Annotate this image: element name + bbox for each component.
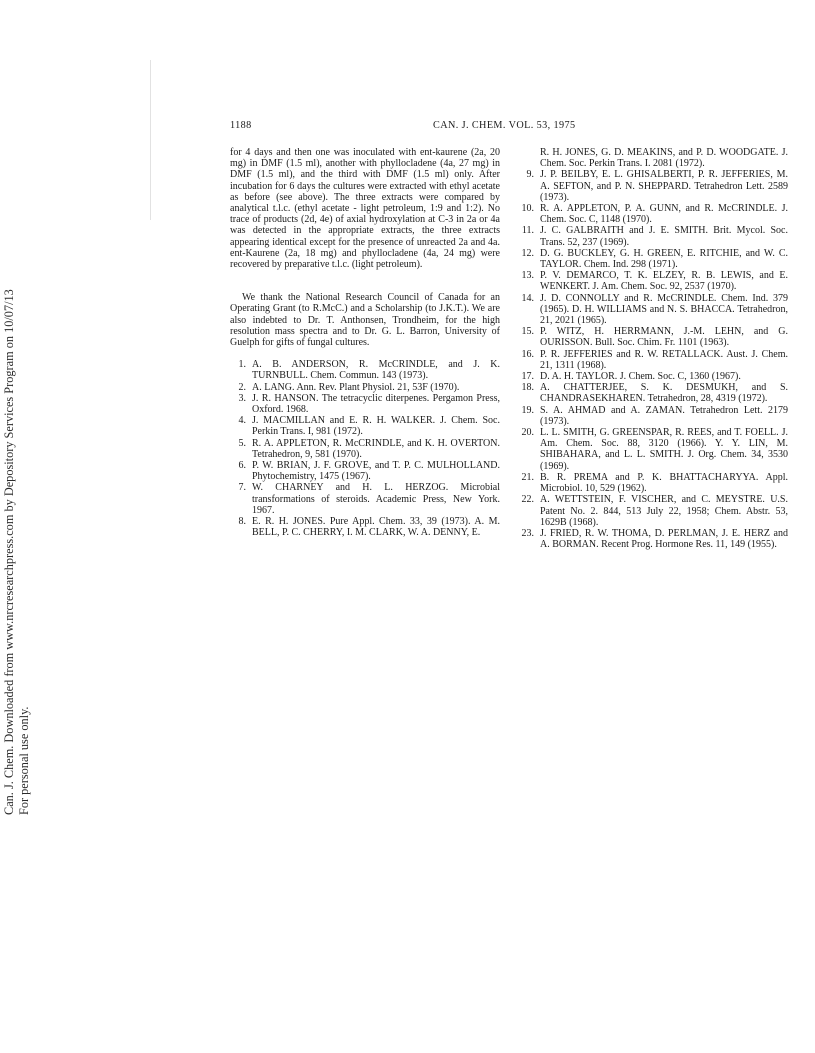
acknowledgement-paragraph: We thank the National Research Council of Canada for an Operating Grant (to R.McC.) and a Scholarship (to J.K.T.). We are also indebted to Dr. T. Anthonsen, Trondheim, for the high resolution mass spectra and to Dr. G. L. Barron, University of Guelph for gifts of fungal cultures.: [230, 292, 500, 349]
reference-text: J. MACMILLAN and E. R. H. WALKER. J. Chem. Soc. Perkin Trans. I, 981 (1972).: [252, 415, 500, 438]
reference-number: 17.: [521, 371, 534, 383]
reference-item: [230, 438, 500, 460]
reference-item: [518, 494, 788, 528]
reference-item: [230, 482, 500, 516]
reference-item: [230, 415, 500, 437]
reference-continuation: R. H. JONES, G. D. MEAKINS, and P. D. WOODGATE. J. Chem. Soc. Perkin Trans. I. 2081 (1972).: [540, 147, 788, 170]
reference-number: 10.: [521, 203, 534, 215]
reference-number: 3.: [238, 392, 246, 404]
reference-list-right: [518, 169, 788, 550]
reference-number: 14.: [521, 292, 534, 304]
reference-number: 9.: [526, 169, 534, 181]
reference-text: W. CHARNEY and H. L. HERZOG. Microbial transformations of steroids. Academic Press, New York. 1967.: [252, 482, 500, 516]
reference-text: S. A. AHMAD and A. ZAMAN. Tetrahedron Lett. 2179 (1973).: [540, 404, 788, 427]
reference-text: J. R. HANSON. The tetracyclic diterpenes. Pergamon Press, Oxford. 1968.: [252, 392, 500, 416]
reference-text: J. C. GALBRAITH and J. E. SMITH. Brit. Mycol. Soc. Trans. 52, 237 (1969).: [540, 225, 788, 248]
reference-number: 7.: [238, 482, 246, 494]
reference-text: A. LANG. Ann. Rev. Plant Physiol. 21, 53F (1970).: [252, 381, 460, 393]
reference-item: [518, 472, 788, 494]
reference-text: P. R. JEFFERIES and R. W. RETALLACK. Aust. J. Chem. 21, 1311 (1968).: [540, 348, 788, 371]
reference-number: 19.: [521, 404, 534, 416]
reference-number: 13.: [521, 270, 534, 282]
reference-number: 2.: [238, 381, 246, 393]
reference-text: A. B. ANDERSON, R. McCRINDLE, and J. K. TURNBULL. Chem. Commun. 143 (1973).: [252, 359, 500, 382]
reference-text: L. L. SMITH, G. GREENSPAR, R. REES, and T. FOELL. J. Am. Chem. Soc. 88, 3120 (1966). Y. Y. LIN, M. SHIBAHARA, and L. L. SMITH. J. Org. Chem. 34, 3530 (1969).: [540, 427, 788, 472]
reference-number: 21.: [521, 471, 534, 483]
reference-item: [518, 349, 788, 371]
reference-item: [518, 382, 788, 404]
reference-text: J. P. BEILBY, E. L. GHISALBERTI, P. R. JEFFERIES, M. A. SEFTON, and P. N. SHEPPARD. Tetrahedron Lett. 2589 (1973).: [540, 169, 788, 203]
reference-text: B. R. PREMA and P. K. BHATTACHARYYA. Appl. Microbiol. 10, 529 (1962).: [540, 471, 788, 495]
reference-text: P. V. DEMARCO, T. K. ELZEY, R. B. LEWIS, and E. WENKERT. J. Am. Chem. Soc. 92, 2537 (1970).: [540, 270, 788, 293]
reference-text: A. CHATTERJEE, S. K. DESMUKH, and S. CHANDRASEKHAREN. Tetrahedron, 28, 4319 (1972).: [540, 382, 788, 405]
reference-text: D. A. H. TAYLOR. J. Chem. Soc. C, 1360 (1967).: [540, 371, 741, 383]
reference-number: 18.: [521, 382, 534, 394]
reference-text: R. A. APPLETON, P. A. GUNN, and R. McCRINDLE. J. Chem. Soc. C, 1148 (1970).: [540, 203, 788, 226]
reference-number: 22.: [521, 494, 534, 506]
reference-number: 23.: [521, 527, 534, 539]
reference-item: [518, 270, 788, 292]
reference-item: [230, 359, 500, 381]
reference-text: R. A. APPLETON, R. McCRINDLE, and K. H. OVERTON. Tetrahedron, 9, 581 (1970).: [252, 437, 500, 460]
reference-item: [230, 460, 500, 482]
reference-item: [518, 225, 788, 247]
scan-edge-line: [150, 60, 151, 220]
journal-citation: CAN. J. CHEM. VOL. 53, 1975: [433, 120, 576, 131]
reference-item: [518, 528, 788, 550]
running-header: [230, 120, 786, 134]
reference-list-left: [230, 359, 500, 538]
reference-number: 16.: [521, 348, 534, 360]
reference-item: [230, 382, 500, 393]
reference-item: [518, 427, 788, 472]
reference-item: [518, 405, 788, 427]
reference-text: A. WETTSTEIN, F. VISCHER, and C. MEYSTRE. U.S. Patent No. 2. 844, 513 July 22, 1958; Chem. Abstr. 53, 1629B (1968).: [540, 494, 788, 528]
reference-item: [518, 326, 788, 348]
reference-item: [518, 169, 788, 203]
reference-number: 5.: [238, 437, 246, 449]
reference-text: D. G. BUCKLEY, G. H. GREEN, E. RITCHIE, and W. C. TAYLOR. Chem. Ind. 298 (1971).: [540, 247, 788, 271]
left-column: [230, 147, 500, 539]
right-column: [518, 147, 788, 550]
reference-item: [230, 393, 500, 415]
reference-text: J. FRIED, R. W. THOMA, D. PERLMAN, J. E. HERZ and A. BORMAN. Recent Prog. Hormone Res. 11, 149 (1955).: [540, 527, 788, 551]
reference-number: 12.: [521, 247, 534, 259]
reference-item: [518, 248, 788, 270]
reference-number: 20.: [521, 427, 534, 439]
reference-number: 11.: [521, 225, 534, 237]
page-number: 1188: [230, 120, 252, 131]
reference-number: 6.: [238, 460, 246, 472]
reference-text: P. WITZ, H. HERRMANN, J.-M. LEHN, and G. OURISSON. Bull. Soc. Chim. Fr. 1101 (1963).: [540, 326, 788, 349]
reference-text: E. R. H. JONES. Pure Appl. Chem. 33, 39 (1973). A. M. BELL, P. C. CHERRY, I. M. CLARK, W. A. DENNY, E.: [252, 516, 500, 539]
reference-item: [518, 371, 788, 382]
reference-item: [518, 203, 788, 225]
reference-number: 1.: [238, 359, 246, 371]
reference-item: [230, 516, 500, 538]
reference-item: [518, 293, 788, 327]
reference-number: 4.: [238, 415, 246, 427]
reference-text: J. D. CONNOLLY and R. McCRINDLE. Chem. Ind. 379 (1965). D. H. WILLIAMS and N. S. BHACCA. Tetrahedron, 21, 2021 (1965).: [540, 292, 788, 327]
reference-text: P. W. BRIAN, J. F. GROVE, and T. P. C. MULHOLLAND. Phytochemistry, 1475 (1967).: [252, 460, 500, 483]
watermark-usage-line: For personal use only.: [17, 706, 31, 815]
reference-number: 8.: [238, 516, 246, 528]
download-watermark: [2, 215, 44, 815]
experimental-paragraph: for 4 days and then one was inoculated with ent-kaurene (2a, 20 mg) in DMF (1.5 ml), another with phyllocladene (4a, 27 mg) in DMF (1.5 ml), and the third with DMF (1.5 ml) only. After incubation for 6 days the cultures were extracted with ethyl acetate as before (see above). The three extracts were compared by analytical t.l.c. (ethyl acetate - light petroleum, 1:9 and 1:2). No trace of products (2d, 4e) of axial hydroxylation at C-3 in 2a or 4a was detected in the appropriate extracts, the three extracts appearing identical except for the presence of unreacted 2a and 4a. ent-Kaurene (2a, 18 mg) and phyllocladene (4a, 24 mg) were recovered by preparative t.l.c. (light petroleum).: [230, 147, 500, 271]
reference-number: 15.: [521, 326, 534, 338]
watermark-source-line: Can. J. Chem. Downloaded from www.nrcresearchpress.com by Depository Services Program on 10/07/13: [2, 289, 16, 815]
